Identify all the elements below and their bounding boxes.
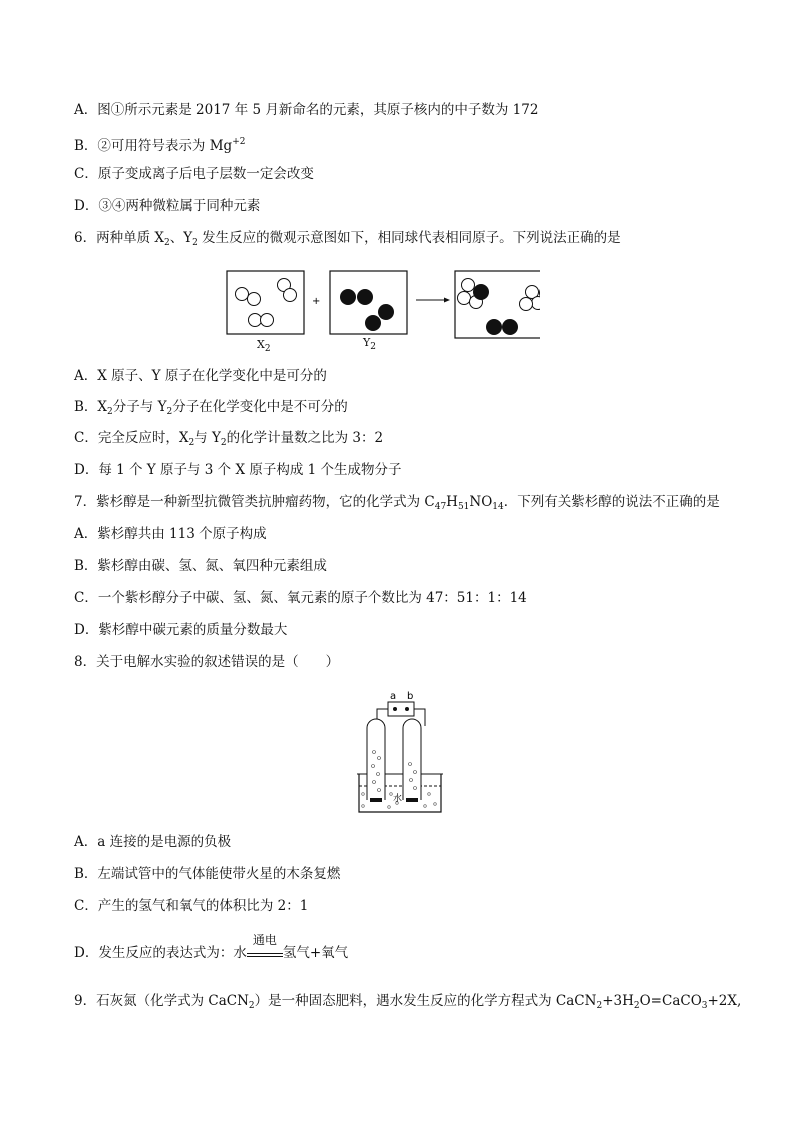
x-atom (458, 292, 471, 305)
x-atom (249, 314, 262, 327)
q8-option-c: C．产生的氢气和氧气的体积比为 2：1 (74, 898, 309, 914)
q6-stem: 6．两种单质 $X_2$、$Y_2$ 发生反应的微观示意图如下，相同球代表相同原子。下列说法正确的是 (74, 230, 621, 248)
plus-sign: + (312, 296, 321, 307)
q8-option-b: B．左端试管中的气体能使带火星的木条复燃 (74, 866, 341, 882)
q7-option-a: A．紫杉醇共由 113 个原子构成 (74, 526, 267, 542)
q5-option-b: B．②可用符号表示为 $Mg^{+2}$ (74, 137, 246, 154)
q6-reaction-diagram (220, 268, 540, 352)
x-atom (462, 279, 475, 292)
q6-option-b: B．$X_2$分子与 $Y_2$分子在化学变化中是不可分的 (74, 399, 348, 417)
x-atom (284, 289, 297, 302)
y-atom (365, 315, 381, 331)
q6-option-a: A．X 原子、Y 原子在化学变化中是可分的 (74, 368, 327, 384)
label-y2: $Y_2$ (363, 336, 376, 352)
q6-option-c: C．完全反应时，$X_2$与 $Y_2$的化学计量数之比为 3：2 (74, 430, 384, 448)
y-atom (473, 284, 489, 300)
reaction-condition: 通电 (247, 945, 283, 957)
q8-stem: 8．关于电解水实验的叙述错误的是（ ） (74, 654, 340, 670)
y-atom (357, 289, 373, 305)
q5-option-a: A．图①所示元素是 2017 年 5 月新命名的元素，其原子核内的中子数为 172 (74, 102, 539, 118)
q5-option-d: D．③④两种微粒属于同种元素 (74, 198, 261, 214)
q7-option-c: C．一个紫杉醇分子中碳、氢、氮、氧元素的原子个数比为 47：51：1：14 (74, 590, 527, 606)
x-atom (236, 288, 249, 301)
y-atom (502, 319, 518, 335)
label-b: b (407, 691, 414, 702)
x-atom (520, 298, 533, 311)
apparatus-svg (355, 686, 445, 818)
q5-option-c: C．原子变成离子后电子层数一定会改变 (74, 166, 314, 182)
q7-option-d: D．紫杉醇中碳元素的质量分数最大 (74, 622, 288, 638)
y-atom (378, 304, 394, 320)
q9-stem: 9．石灰氮（化学式为 CaCN$_2$）是一种固态肥料，遇水发生反应的化学方程式为 $CaCN_2+3H_2O=CaCO_3+2X$, (74, 993, 742, 1011)
label-x2: $X_2$ (257, 338, 271, 354)
q6-option-d: D．每 1 个 Y 原子与 3 个 X 原子构成 1 个生成物分子 (74, 462, 402, 478)
y-atom (340, 289, 356, 305)
label-a: a (390, 691, 397, 702)
q8-option-d: D．发生反应的表达式为：水 通电 氢气+氧气 (74, 933, 349, 961)
q7-option-b: B．紫杉醇由碳、氢、氮、氧四种元素组成 (74, 558, 327, 574)
y-atom (486, 319, 502, 335)
x-atom (248, 293, 261, 306)
q7-stem: 7．紫杉醇是一种新型抗微管类抗肿瘤药物，它的化学式为 $C_{47}H_{51}NO_{14}$．下列有关紫杉醇的说法不正确的是 (74, 494, 720, 512)
q8-option-a: A．a 连接的是电源的负极 (74, 834, 232, 850)
water-label: 水 (393, 794, 403, 804)
electrolysis-apparatus (355, 686, 445, 818)
x-atom (261, 314, 274, 327)
